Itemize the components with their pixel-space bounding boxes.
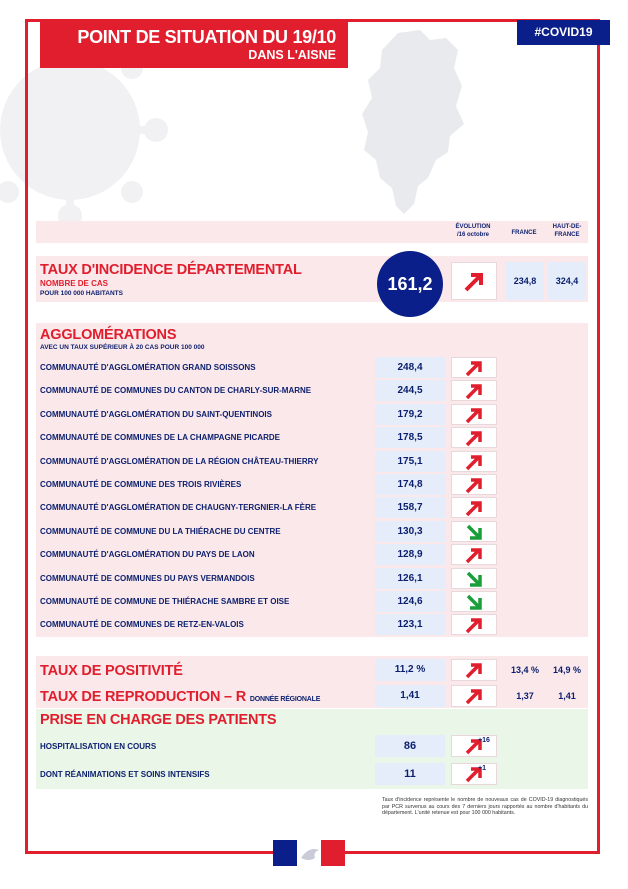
reproduction-title — [40, 689, 320, 705]
agglomeration-trend — [451, 614, 497, 635]
reproduction-trend — [451, 685, 497, 707]
agglomeration-trend — [451, 497, 497, 518]
incidence-title: TAUX D'INCIDENCE DÉPARTEMENTAL — [40, 262, 302, 278]
agglomeration-trend — [451, 427, 497, 448]
patient-delta: +1 — [478, 765, 486, 772]
col-head-evolution-l1: ÉVOLUTION — [455, 224, 491, 230]
agglomeration-value: 124,6 — [375, 591, 445, 612]
hashtag-badge: #COVID19 — [517, 20, 610, 45]
trend-up-icon — [452, 660, 496, 680]
agglomeration-value: 248,4 — [375, 357, 445, 378]
agglomeration-trend — [451, 380, 497, 401]
col-head-france: FRANCE — [511, 230, 537, 236]
agglomeration-trend — [451, 474, 497, 495]
trend-up-icon — [452, 405, 496, 425]
col-head-evolution-l2: /16 octobre — [456, 232, 489, 238]
agglomerations-subtitle: AVEC UN TAUX SUPÉRIEUR À 20 CAS POUR 100 000 — [40, 344, 205, 351]
agglomeration-trend — [451, 544, 497, 565]
positivite-value: 11,2 % — [375, 659, 445, 681]
reproduction-hdf: 1,41 — [558, 691, 576, 701]
marianne-logo-icon — [273, 840, 345, 866]
incidence-france: 234,8 — [506, 262, 544, 300]
agglomeration-label: COMMUNAUTÉ DE COMMUNES DU CANTON DE CHARLY-SUR-MARNE — [40, 386, 312, 396]
agglomeration-trend — [451, 404, 497, 425]
trend-up-icon — [452, 381, 496, 401]
agglomeration-label: COMMUNAUTÉ DE COMMUNE DE THIÉRACHE SAMBRE ET OISE — [40, 597, 290, 606]
positivite-hdf: 14,9 % — [552, 665, 582, 675]
agglomeration-trend — [451, 568, 497, 589]
patients-title: PRISE EN CHARGE DES PATIENTS — [40, 712, 277, 728]
positivite-title: TAUX DE POSITIVITÉ — [40, 663, 183, 679]
positivite-trend — [451, 659, 497, 681]
agglomeration-trend — [451, 357, 497, 378]
agglomeration-value: 128,9 — [375, 544, 445, 565]
col-head-hdf — [547, 223, 587, 239]
incidence-sub2: POUR 100 000 HABITANTS — [40, 290, 123, 297]
trend-down-icon — [452, 569, 496, 589]
agglomeration-trend — [451, 521, 497, 542]
agglomeration-value: 175,1 — [375, 451, 445, 472]
reproduction-france: 1,37 — [516, 691, 534, 701]
agglomeration-value: 126,1 — [375, 568, 445, 589]
agglomeration-value: 179,2 — [375, 404, 445, 425]
trend-up-icon — [452, 498, 496, 518]
agglomeration-value: 244,5 — [375, 380, 445, 401]
incidence-hdf: 324,4 — [548, 262, 586, 300]
positivite-france: 13,4 % — [510, 665, 540, 675]
agglomeration-label: COMMUNAUTÉ D'AGGLOMÉRATION DE LA RÉGION CHÂTEAU-THIERRY — [40, 456, 319, 466]
col-head-hdf-l1: HAUT-DE- — [552, 224, 582, 230]
trend-up-icon — [452, 615, 496, 635]
agglomeration-label: COMMUNAUTÉ DE COMMUNES DE RETZ-EN-VALOIS — [40, 620, 244, 630]
agglomeration-trend — [451, 451, 497, 472]
incidence-value-bubble: 161,2 — [377, 251, 443, 317]
page-subtitle: DANS L'AISNE — [248, 48, 336, 62]
patient-label: HOSPITALISATION EN COURS — [40, 742, 157, 751]
patient-label: DONT RÉANIMATIONS ET SOINS INTENSIFS — [40, 770, 210, 779]
agglomeration-value: 174,8 — [375, 474, 445, 495]
reproduction-note: DONNÉE RÉGIONALE — [249, 696, 321, 703]
agglomeration-label: COMMUNAUTÉ DE COMMUNES DU PAYS VERMANDOIS — [40, 573, 255, 583]
agglomeration-label: COMMUNAUTÉ DE COMMUNE DU LA THIÉRACHE DU CENTRE — [40, 526, 281, 536]
page-title: POINT DE SITUATION DU 19/10 — [77, 27, 336, 47]
agglomeration-label: COMMUNAUTÉ D'AGGLOMÉRATION GRAND SOISSONS — [40, 363, 256, 372]
trend-up-icon — [452, 475, 496, 495]
reproduction-value: 1,41 — [375, 685, 445, 707]
trend-up-icon — [452, 263, 496, 299]
trend-up-icon — [452, 452, 496, 472]
patient-trend — [451, 735, 497, 757]
agglomeration-value: 123,1 — [375, 614, 445, 635]
trend-down-icon — [452, 522, 496, 542]
patient-value: 11 — [375, 763, 445, 785]
agglomeration-label: COMMUNAUTÉ D'AGGLOMÉRATION DU PAYS DE LAON — [40, 550, 255, 560]
footnote: Taux d'incidence représente le nombre de nouveaux cas de COVID-19 diagnostiqués par PCR survenus au cours des 7 derniers jours rapportés au nombre d'habitants du département. L'unité retenue est pour 100 000 habitants. — [382, 797, 588, 817]
trend-up-icon — [452, 686, 496, 706]
trend-down-icon — [452, 592, 496, 612]
patient-trend — [451, 763, 497, 785]
patient-delta: +16 — [478, 737, 490, 744]
col-head-hdf-l2: FRANCE — [554, 232, 580, 238]
incidence-sub1: NOMBRE DE CAS — [40, 279, 109, 288]
incidence-trend — [451, 262, 497, 300]
agglomeration-label: COMMUNAUTÉ D'AGGLOMÉRATION DU SAINT-QUENTINOIS — [40, 409, 272, 419]
agglomeration-label: COMMUNAUTÉ DE COMMUNE DES TROIS RIVIÈRES — [40, 480, 242, 489]
agglomerations-title: AGGLOMÉRATIONS — [40, 327, 177, 343]
trend-up-icon — [452, 428, 496, 448]
agglomeration-label: COMMUNAUTÉ D'AGGLOMÉRATION DE CHAUGNY-TERGNIER-LA FÈRE — [40, 503, 317, 513]
reproduction-title-text: TAUX DE REPRODUCTION – R — [40, 689, 247, 705]
trend-up-icon — [452, 545, 496, 565]
agglomeration-label: COMMUNAUTÉ DE COMMUNES DE LA CHAMPAGNE PICARDE — [40, 433, 280, 443]
trend-up-icon — [452, 358, 496, 378]
trend-up-icon — [452, 764, 496, 784]
title-banner — [40, 22, 348, 68]
patient-value: 86 — [375, 735, 445, 757]
agglomeration-value: 178,5 — [375, 427, 445, 448]
agglomeration-value: 130,3 — [375, 521, 445, 542]
col-head-evolution — [448, 223, 498, 239]
agglomeration-trend — [451, 591, 497, 612]
agglomeration-value: 158,7 — [375, 497, 445, 518]
